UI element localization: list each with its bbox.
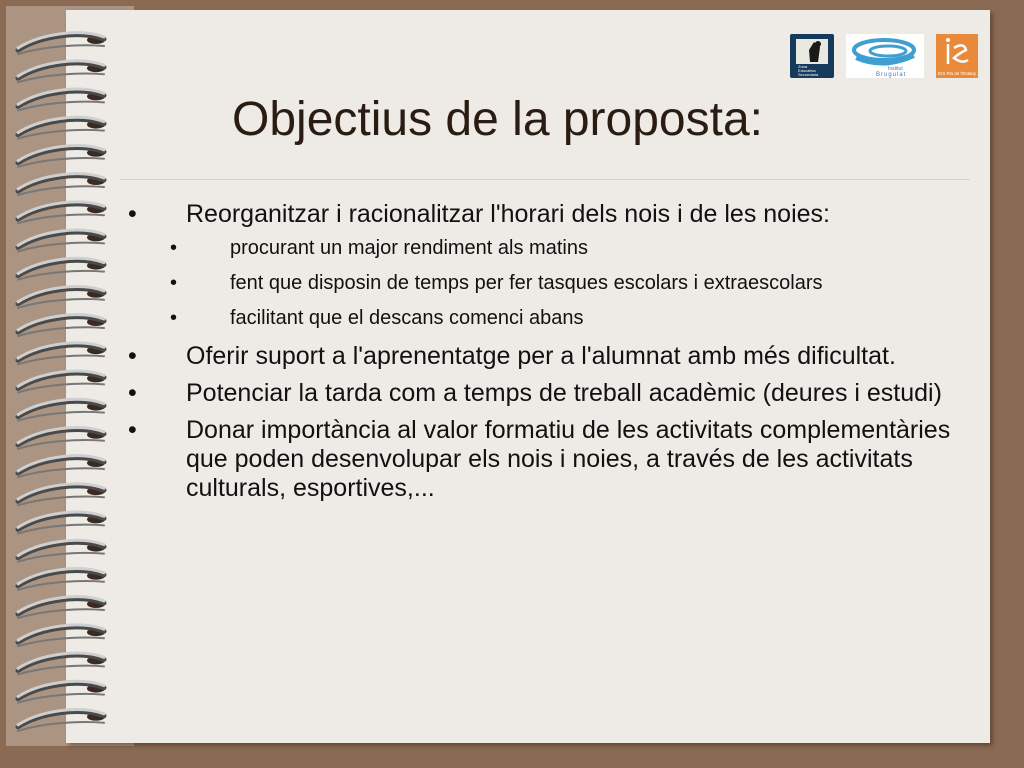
spiral-ring <box>18 484 105 505</box>
logo-left-text-1: Zona <box>798 64 808 69</box>
spiral-ring <box>18 287 105 308</box>
bullet-activitats: • Donar importància al valor formatiu de les activitats complementàries que poden desenvolupar els nois i noies, a través de les activitats culturals, esportives,... <box>120 416 960 503</box>
spiral-ring <box>18 258 105 279</box>
slide-title: Objectius de la proposta: <box>232 93 763 146</box>
spiral-ring <box>18 202 105 223</box>
spiral-ring <box>18 540 105 561</box>
logo-left-text-2: Educativa <box>798 68 816 73</box>
bullet-list <box>120 200 960 503</box>
spiral-ring <box>18 681 105 702</box>
spiral-ring <box>18 174 105 195</box>
logo-middle-text-2: Brugulat <box>876 72 907 78</box>
logo-left-text-3: Secundaria <box>798 72 819 77</box>
spiral-ring <box>18 33 105 54</box>
subbullet-temps: • fent que disposin de temps per fer tasques escolars i extraescolars <box>120 272 960 295</box>
subbullet-matins: • procurant un major rendiment als matins <box>120 237 960 260</box>
bullet-reorganitzar: • Reorganitzar i racionalitzar l'horari dels nois i de les noies: <box>120 200 960 229</box>
spiral-ring <box>18 456 105 477</box>
spiral-ring <box>18 710 105 731</box>
bullet-tarda: • Potenciar la tarda com a temps de treball acadèmic (deures i estudi) <box>120 379 960 408</box>
spiral-ring <box>18 371 105 392</box>
slide-content <box>120 200 960 511</box>
spiral-ring <box>18 597 105 618</box>
spiral-ring <box>18 399 105 420</box>
spiral-ring <box>18 230 105 251</box>
school-zone-logo <box>790 34 834 78</box>
logo-group <box>790 34 978 78</box>
subbullet-descans: • facilitant que el descans comenci abans <box>120 307 960 330</box>
spiral-ring <box>18 61 105 82</box>
spiral-ring <box>18 653 105 674</box>
spiral-ring <box>18 117 105 138</box>
institut-brugulat-logo <box>846 34 924 78</box>
ies-logo <box>936 34 978 78</box>
spiral-ring <box>18 512 105 533</box>
spiral-binding <box>0 0 130 768</box>
title-divider <box>120 179 970 180</box>
logo-middle-text-1: Institut <box>888 66 903 72</box>
spiral-ring <box>18 428 105 449</box>
logo-right-text: IES Pla de l'Estany <box>938 71 977 76</box>
spiral-ring <box>18 315 105 336</box>
spiral-ring <box>18 625 105 646</box>
spiral-ring <box>18 343 105 364</box>
spiral-ring <box>18 146 105 167</box>
spiral-ring <box>18 89 105 110</box>
bullet-suport: • Oferir suport a l'aprenentatge per a l'alumnat amb més dificultat. <box>120 342 960 371</box>
spiral-ring <box>18 569 105 590</box>
